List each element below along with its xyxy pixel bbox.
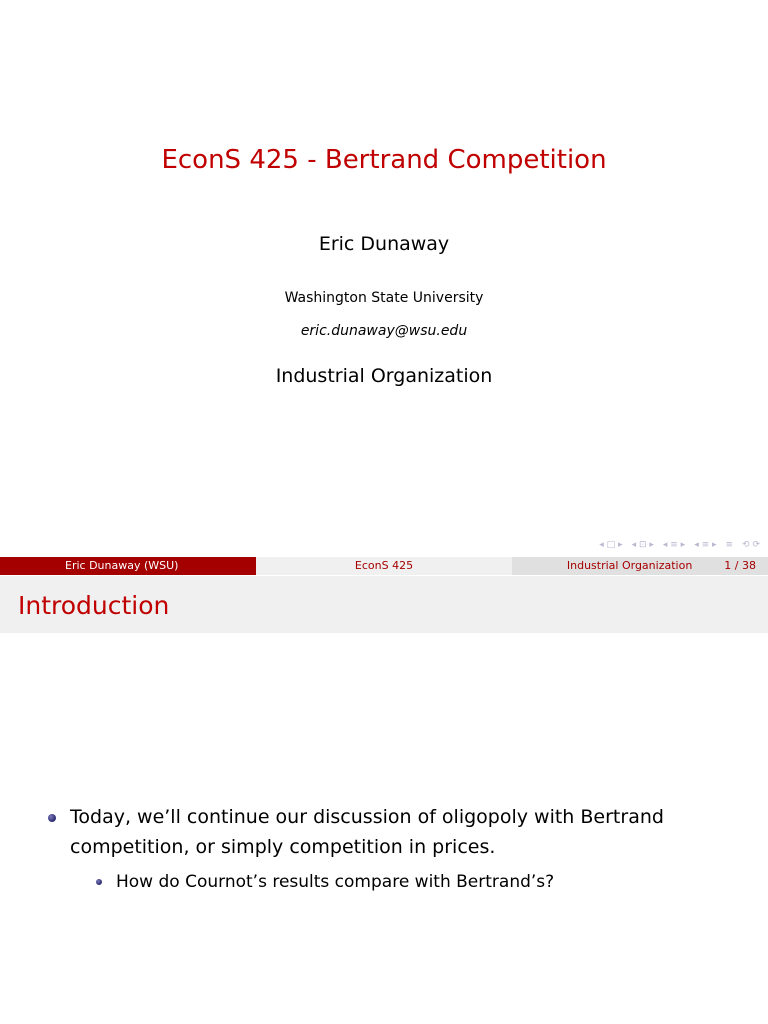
author-email: eric.dunaway@wsu.edu bbox=[300, 323, 468, 339]
institute: Washington State University bbox=[284, 290, 484, 306]
frame-title-bar bbox=[0, 576, 768, 633]
bullet-icon bbox=[48, 814, 56, 822]
content-slide bbox=[0, 576, 768, 1024]
subsection-nav-icon[interactable]: ◂ ⊡ ▸ bbox=[631, 540, 654, 550]
frame-nav-icon[interactable]: ◂ □ ▸ bbox=[599, 540, 623, 550]
course-name: Industrial Organization bbox=[275, 365, 493, 387]
bullet-list bbox=[46, 802, 746, 896]
appendix-nav-icon[interactable]: ≡ bbox=[725, 540, 734, 550]
footer-author: Eric Dunaway (WSU) bbox=[0, 557, 256, 575]
search-back-forward-icon[interactable]: ⟲ ⟳ bbox=[742, 540, 760, 550]
section-nav-icon[interactable]: ◂ ≡ ▸ bbox=[662, 540, 686, 550]
presentation-title: EconS 425 - Bertrand Competition bbox=[161, 145, 607, 175]
sub-list-item bbox=[94, 868, 746, 896]
frame-title: Introduction bbox=[18, 591, 170, 620]
page-number: 1 / 38 bbox=[724, 559, 756, 572]
author-name: Eric Dunaway bbox=[318, 233, 450, 255]
document-nav-icon[interactable]: ◂ ≡ ▸ bbox=[694, 540, 717, 550]
list-item bbox=[46, 802, 746, 896]
footer-topic: Industrial Organization bbox=[566, 559, 693, 572]
navigation-controls bbox=[599, 538, 760, 552]
bullet-icon bbox=[96, 879, 102, 885]
footer-right bbox=[512, 557, 768, 575]
sub-list-item-text: How do Cournot’s results compare with Bertrand’s? bbox=[116, 872, 555, 892]
footer-course: EconS 425 bbox=[256, 557, 512, 575]
list-item-text: Today, we’ll continue our discussion of oligopoly with Bertrand competition, or simply competition in prices. bbox=[70, 806, 664, 858]
footer-bar bbox=[0, 557, 768, 575]
